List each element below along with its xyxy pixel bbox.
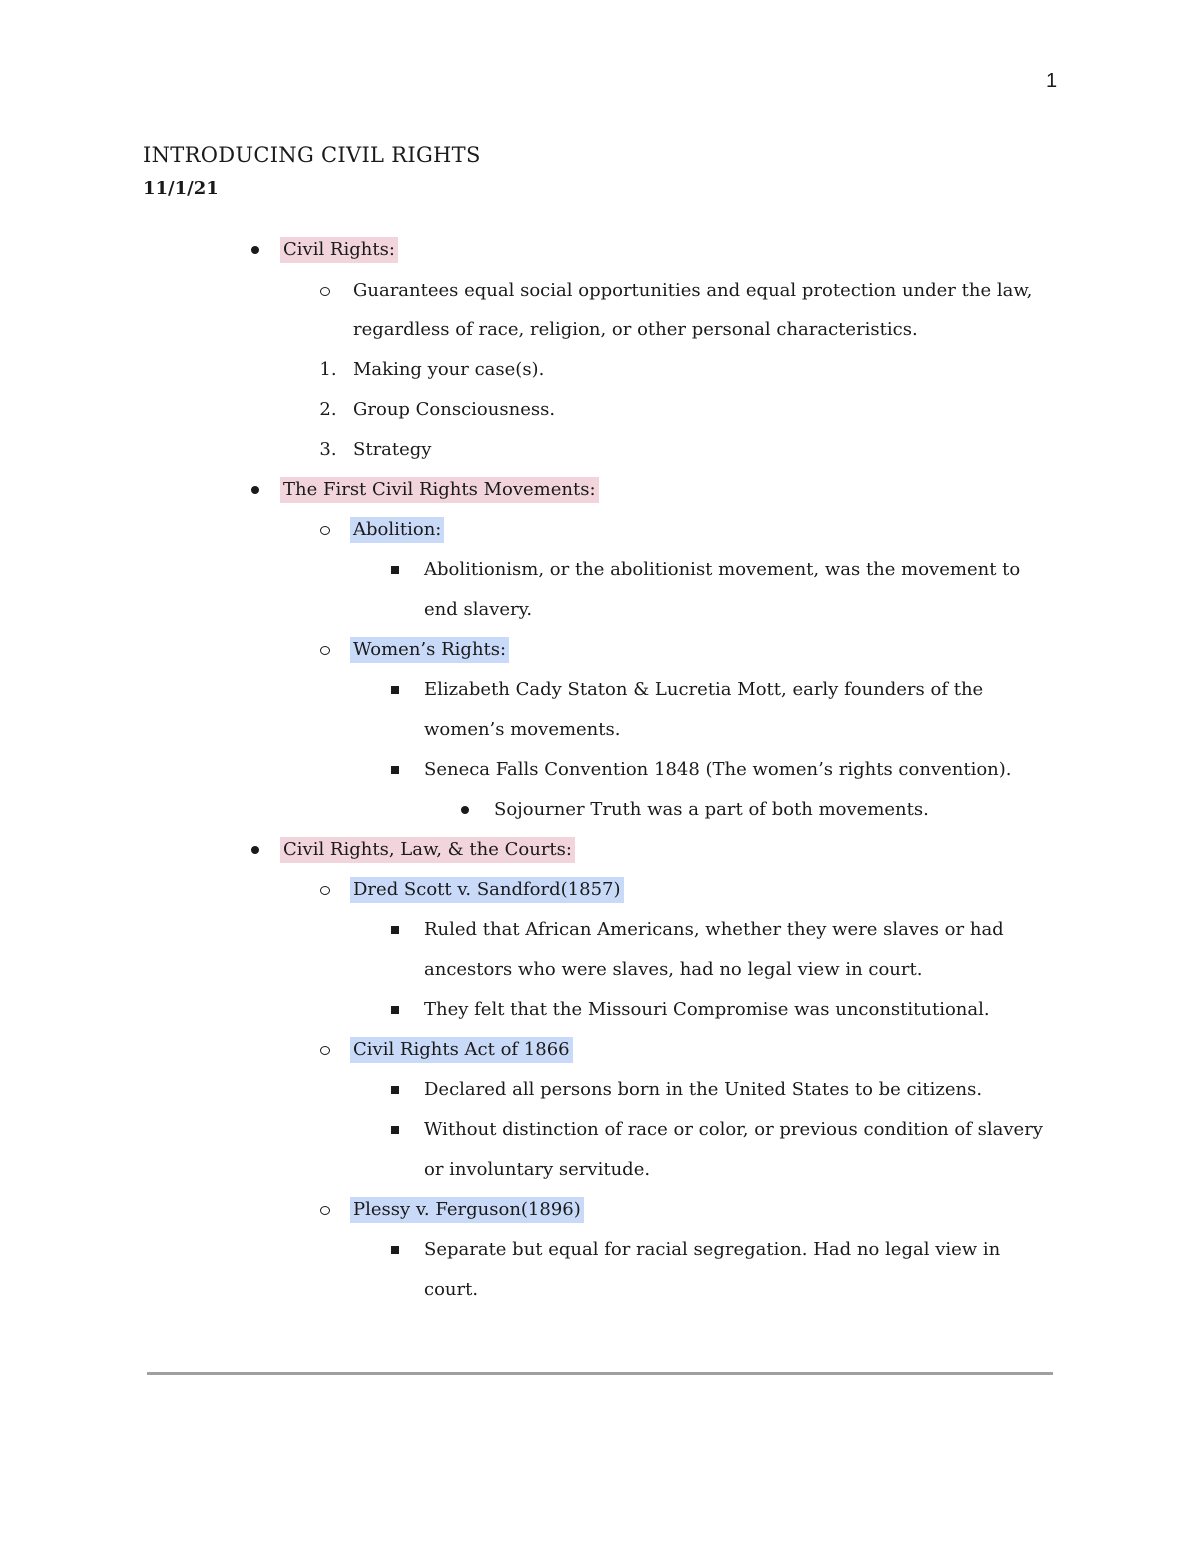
- list-item-continuation: [424, 1150, 650, 1190]
- subheading-text: Civil Rights Act of 1866: [350, 1037, 573, 1063]
- list-number: 2.: [319, 399, 337, 420]
- bullet-square-icon: [388, 1230, 402, 1270]
- section-heading-civil-rights: [283, 230, 398, 270]
- bullet-square-icon: [388, 670, 402, 710]
- bullet-dot-icon: [458, 790, 472, 830]
- list-item-text: Strategy: [353, 439, 432, 460]
- list-item-text: Seneca Falls Convention 1848 (The women’s rights convention).: [424, 759, 1012, 780]
- bullet-circle-icon: [318, 630, 332, 670]
- bullet-circle-icon: [318, 510, 332, 550]
- list-item: [353, 271, 1032, 311]
- bullet-square-icon: [388, 910, 402, 950]
- list-number: 3.: [319, 439, 337, 460]
- list-item: [424, 750, 1012, 790]
- subheading-abolition: [353, 510, 444, 550]
- list-item-continuation: [353, 310, 918, 350]
- list-item: [424, 550, 1020, 590]
- subheading-text: Plessy v. Ferguson(1896): [350, 1197, 584, 1223]
- subheading-text: Women’s Rights:: [350, 637, 509, 663]
- list-item: [424, 990, 990, 1030]
- numbered-item: [319, 390, 556, 430]
- list-item-continuation: [424, 710, 620, 750]
- list-item-text: Sojourner Truth was a part of both movements.: [494, 799, 929, 820]
- bullet-square-icon: [388, 550, 402, 590]
- footer-divider: [147, 1372, 1053, 1375]
- bullet-square-icon: [388, 750, 402, 790]
- bullet-dot-icon: [248, 230, 262, 270]
- section-heading-law-courts: [283, 830, 575, 870]
- list-item-text: regardless of race, religion, or other personal characteristics.: [353, 319, 918, 340]
- heading-text: Civil Rights:: [280, 237, 398, 263]
- bullet-square-icon: [388, 990, 402, 1030]
- list-item-text: Separate but equal for racial segregation. Had no legal view in: [424, 1239, 1001, 1260]
- list-item-text: They felt that the Missouri Compromise was unconstitutional.: [424, 999, 990, 1020]
- list-item: [424, 1070, 982, 1110]
- document-title: INTRODUCING CIVIL RIGHTS: [143, 143, 481, 167]
- subheading-civil-rights-act: [353, 1030, 573, 1070]
- list-item: [424, 670, 983, 710]
- bullet-circle-icon: [318, 1030, 332, 1070]
- section-heading-first-movements: [283, 470, 599, 510]
- list-item-text: Group Consciousness.: [353, 399, 556, 420]
- subheading-womens-rights: [353, 630, 509, 670]
- list-item-text: Elizabeth Cady Staton & Lucretia Mott, early founders of the: [424, 679, 984, 700]
- bullet-circle-icon: [318, 1190, 332, 1230]
- subheading-dred-scott: [353, 870, 624, 910]
- list-item-continuation: [424, 1270, 478, 1310]
- list-item-continuation: [424, 950, 922, 990]
- list-item: [424, 1110, 1043, 1150]
- numbered-item: [319, 350, 545, 390]
- page-number: 1: [1046, 70, 1058, 92]
- list-item-text: Guarantees equal social opportunities and equal protection under the law,: [353, 280, 1033, 301]
- heading-text: The First Civil Rights Movements:: [280, 477, 599, 503]
- list-number: 1.: [319, 359, 337, 380]
- heading-text: Civil Rights, Law, & the Courts:: [280, 837, 575, 863]
- list-item: [424, 910, 1004, 950]
- bullet-dot-icon: [248, 470, 262, 510]
- bullet-square-icon: [388, 1110, 402, 1150]
- numbered-item: [319, 430, 432, 470]
- list-item-text: Ruled that African Americans, whether they were slaves or had: [424, 919, 1004, 940]
- list-item-text: end slavery.: [424, 599, 533, 620]
- list-item-text: Declared all persons born in the United States to be citizens.: [424, 1079, 983, 1100]
- list-item-text: court.: [424, 1279, 479, 1300]
- list-item-text: Abolitionism, or the abolitionist movement, was the movement to: [424, 559, 1021, 580]
- list-item-text: Making your case(s).: [353, 359, 545, 380]
- list-item-text: Without distinction of race or color, or previous condition of slavery: [424, 1119, 1043, 1140]
- document-date: 11/1/21: [143, 178, 219, 199]
- list-item-text: ancestors who were slaves, had no legal view in court.: [424, 959, 923, 980]
- bullet-dot-icon: [248, 830, 262, 870]
- list-item-continuation: [424, 590, 532, 630]
- bullet-circle-icon: [318, 870, 332, 910]
- list-item-text: women’s movements.: [424, 719, 621, 740]
- bullet-circle-icon: [318, 271, 332, 311]
- list-item: [494, 790, 929, 830]
- subheading-text: Abolition:: [350, 517, 444, 543]
- subheading-plessy: [353, 1190, 584, 1230]
- list-item-text: or involuntary servitude.: [424, 1159, 651, 1180]
- subheading-text: Dred Scott v. Sandford(1857): [350, 877, 624, 903]
- bullet-square-icon: [388, 1070, 402, 1110]
- list-item: [424, 1230, 1000, 1270]
